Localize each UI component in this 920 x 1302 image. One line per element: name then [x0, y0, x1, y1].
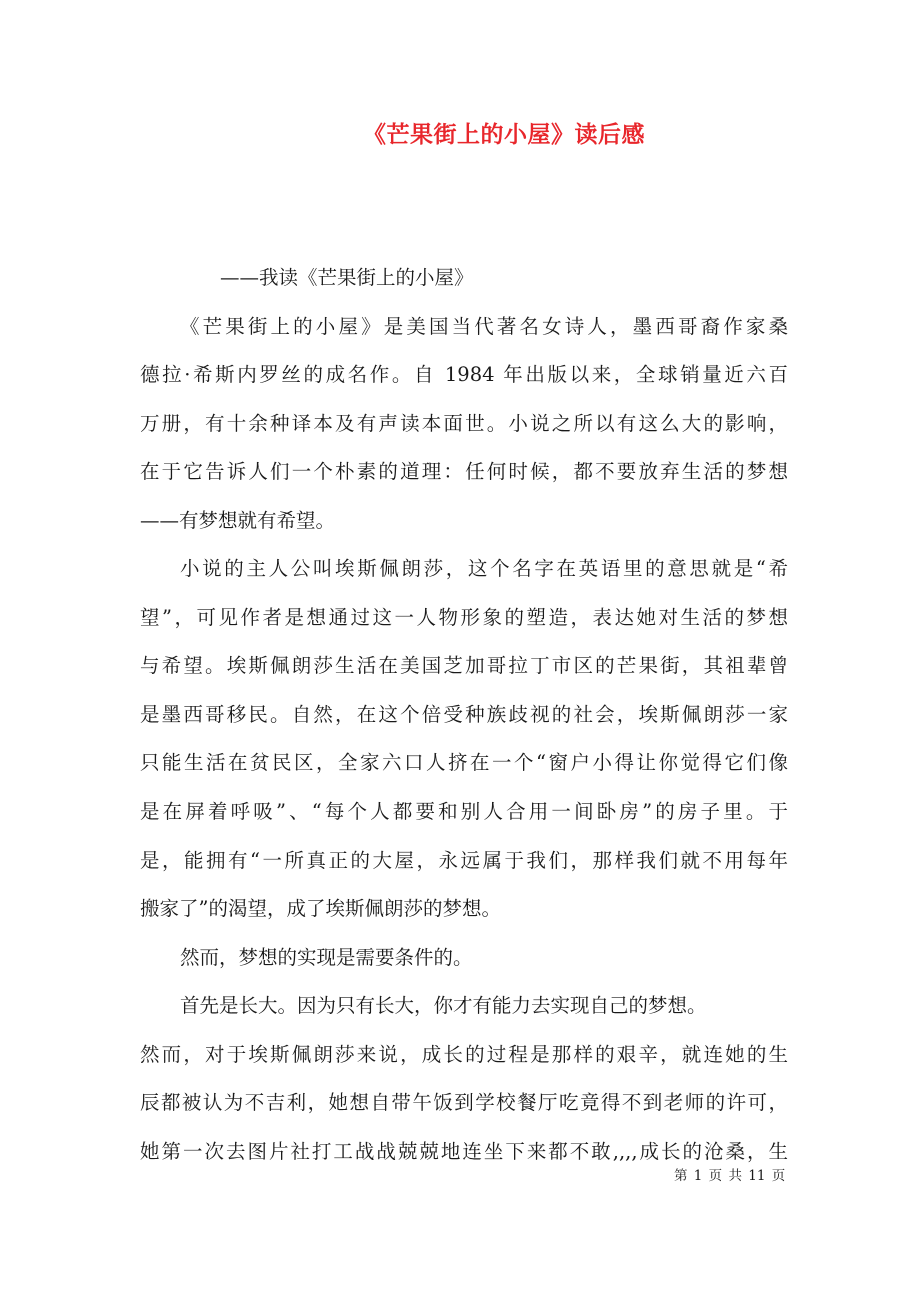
text-line: 是，能拥有“一所真正的大屋，永远属于我们，那样我们就不用每年 — [140, 848, 788, 872]
text-line: 在于它告诉人们一个朴素的道理：任何时候，都不要放弃生活的梦想 — [140, 460, 788, 484]
text-line: 首先是长大。因为只有长大，你才有能力去实现自己的梦想。 — [180, 994, 707, 1018]
text-line: 万册，有十余种译本及有声读本面世。小说之所以有这么大的影响， — [140, 411, 788, 435]
text-line: 搬家了”的渴望，成了埃斯佩朗莎的梦想。 — [140, 897, 501, 921]
text-line: 德拉·希斯内罗丝的成名作。自 1984 年出版以来，全球销量近六百 — [140, 363, 788, 387]
text-line: 小说的主人公叫埃斯佩朗莎，这个名字在英语里的意思就是“希 — [180, 557, 788, 581]
text-line: 然而，梦想的实现是需要条件的。 — [180, 945, 473, 969]
text-line: 然而，对于埃斯佩朗莎来说，成长的过程是那样的艰辛，就连她的生 — [140, 1042, 788, 1066]
text-line: 只能生活在贫民区，全家六口人挤在一个“窗户小得让你觉得它们像 — [140, 751, 788, 775]
text-line: ——有梦想就有希望。 — [140, 508, 336, 532]
subtitle-line: ——我读《芒果街上的小屋》 — [220, 266, 474, 289]
text-line: 辰都被认为不吉利，她想自带午饭到学校餐厅吃竟得不到老师的许可， — [140, 1091, 788, 1115]
document-body — [140, 254, 788, 1176]
text-line: 与希望。埃斯佩朗莎生活在美国芝加哥拉丁市区的芒果街，其祖辈曾 — [140, 654, 788, 678]
text-line: 是墨西哥移民。自然，在这个倍受种族歧视的社会，埃斯佩朗莎一家 — [140, 702, 788, 726]
page-number: 第 1 页 共 11 页 — [674, 1168, 786, 1184]
document-title: 《芒果街上的小屋》读后感 — [363, 121, 645, 148]
text-line: 《芒果街上的小屋》是美国当代著名女诗人，墨西哥裔作家桑 — [180, 314, 788, 338]
text-line: 她第一次去图片社打工战战兢兢地连坐下来都不敢,,,,成长的沧桑，生 — [140, 1139, 788, 1163]
text-line: 望”，可见作者是想通过这一人物形象的塑造，表达她对生活的梦想 — [140, 605, 788, 629]
text-line: 是在屏着呼吸”、“每个人都要和别人合用一间卧房”的房子里。于 — [140, 800, 788, 824]
